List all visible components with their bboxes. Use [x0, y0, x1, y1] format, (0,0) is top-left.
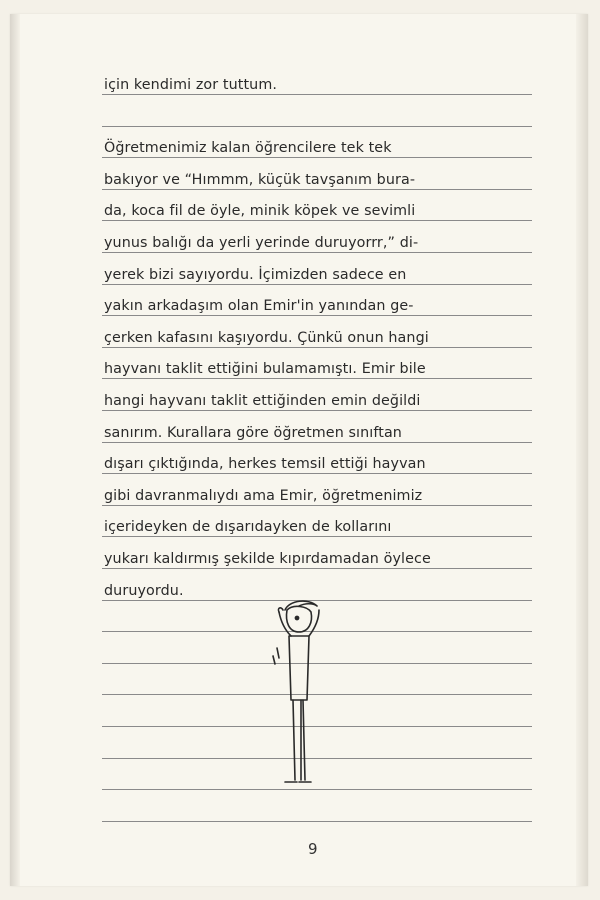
boy-standing-arms-up-icon	[255, 590, 325, 805]
text-line: hayvanı taklit ettiğini bulamamıştı. Emir bile	[104, 361, 426, 378]
ruled-line	[102, 568, 532, 569]
page-edge-shadow	[576, 14, 588, 886]
ruled-line	[102, 505, 532, 506]
ruled-line	[102, 378, 532, 379]
ruled-line	[102, 126, 532, 127]
text-line: içerideyken de dışarıdayken de kollarını	[104, 519, 392, 536]
ruled-line	[102, 410, 532, 411]
ruled-line	[102, 821, 532, 822]
text-line: bakıyor ve “Hımmm, küçük tavşanım bura-	[104, 171, 416, 188]
ruled-line	[102, 536, 532, 537]
text-line: da, koca fil de öyle, minik köpek ve sevimli	[104, 203, 416, 220]
ruled-line	[102, 284, 532, 285]
ruled-line	[102, 220, 532, 221]
text-line: duruyordu.	[104, 582, 184, 599]
ruled-line	[102, 442, 532, 443]
ruled-line	[102, 189, 532, 190]
text-line: Öğretmenimiz kalan öğrencilere tek tek	[104, 140, 392, 157]
ruled-line	[102, 157, 532, 158]
text-line: yakın arkadaşım olan Emir'in yanından ge-	[104, 298, 414, 315]
ruled-line	[102, 315, 532, 316]
ruled-line	[102, 94, 532, 95]
text-line: yerek bizi sayıyordu. İçimizden sadece en	[104, 266, 407, 283]
text-line: yukarı kaldırmış şekilde kıpırdamadan öylece	[104, 551, 431, 567]
ruled-line	[102, 252, 532, 253]
text-line: gibi davranmalıydı ama Emir, öğretmenimiz	[104, 487, 423, 504]
ruled-line	[102, 473, 532, 474]
text-line: sanırım. Kurallara göre öğretmen sınıftan	[104, 424, 402, 441]
text-line: dışarı çıktığında, herkes temsil ettiği hayvan	[104, 456, 426, 473]
ruled-line	[102, 347, 532, 348]
text-line: çerken kafasını kaşıyordu. Çünkü onun hangi	[104, 329, 429, 346]
page-gutter-shadow	[10, 14, 20, 886]
text-line: yunus balığı da yerli yerinde duruyorrr,” di-	[104, 235, 419, 251]
page-number: 9	[308, 840, 318, 858]
text-line: hangi hayvanı taklit ettiğinden emin değildi	[104, 393, 421, 409]
text-line: için kendimi zor tuttum.	[104, 77, 278, 93]
